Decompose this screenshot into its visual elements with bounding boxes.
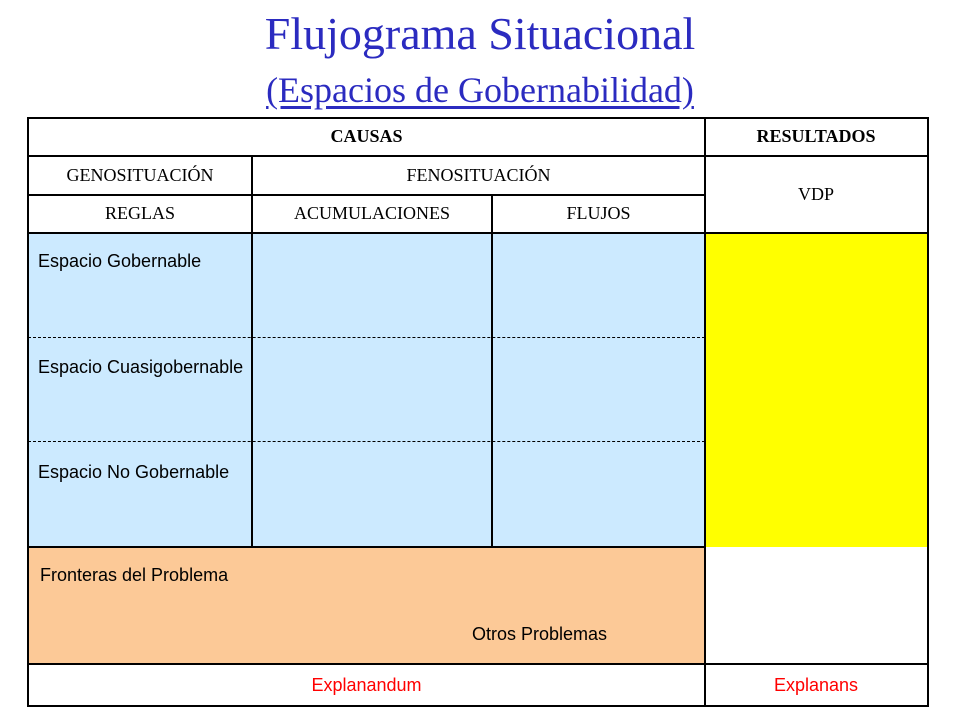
governability-spaces-area	[28, 233, 705, 547]
causas-header: CAUSAS	[330, 126, 403, 146]
header-divider-3	[28, 232, 928, 234]
fenosituacion-header: FENOSITUACIÓN	[406, 164, 551, 185]
espacio-no-gobernable-label: Espacio No Gobernable	[38, 462, 230, 482]
explanans-label: Explanans	[773, 674, 859, 695]
page-title: Flujograma Situacional	[264, 8, 696, 59]
spaces-bottom-border	[28, 546, 705, 548]
espacio-cuasigobernable-label: Espacio Cuasigobernable	[38, 357, 244, 377]
vdp-results-area	[705, 233, 927, 547]
explanandum-label: Explanandum	[311, 674, 422, 695]
acumulaciones-flujos-divider	[491, 194, 493, 547]
page-subtitle: (Espacios de Gobernabilidad)	[266, 70, 694, 110]
dashed-separator-2	[28, 441, 705, 442]
flujos-header: FLUJOS	[566, 203, 631, 223]
reglas-header: REGLAS	[104, 203, 175, 223]
otros-problemas-label: Otros Problemas	[472, 624, 608, 644]
genosituacion-header: GENOSITUACIÓN	[66, 164, 214, 185]
table-right-border	[927, 117, 929, 707]
espacio-gobernable-label: Espacio Gobernable	[38, 251, 202, 271]
resultados-header: RESULTADOS	[756, 126, 876, 146]
table-bottom-border	[28, 705, 928, 707]
vdp-header: VDP	[797, 183, 834, 204]
dashed-separator-1	[28, 337, 705, 338]
fronteras-del-problema-label: Fronteras del Problema	[40, 565, 229, 585]
acumulaciones-header: ACUMULACIONES	[293, 203, 450, 223]
